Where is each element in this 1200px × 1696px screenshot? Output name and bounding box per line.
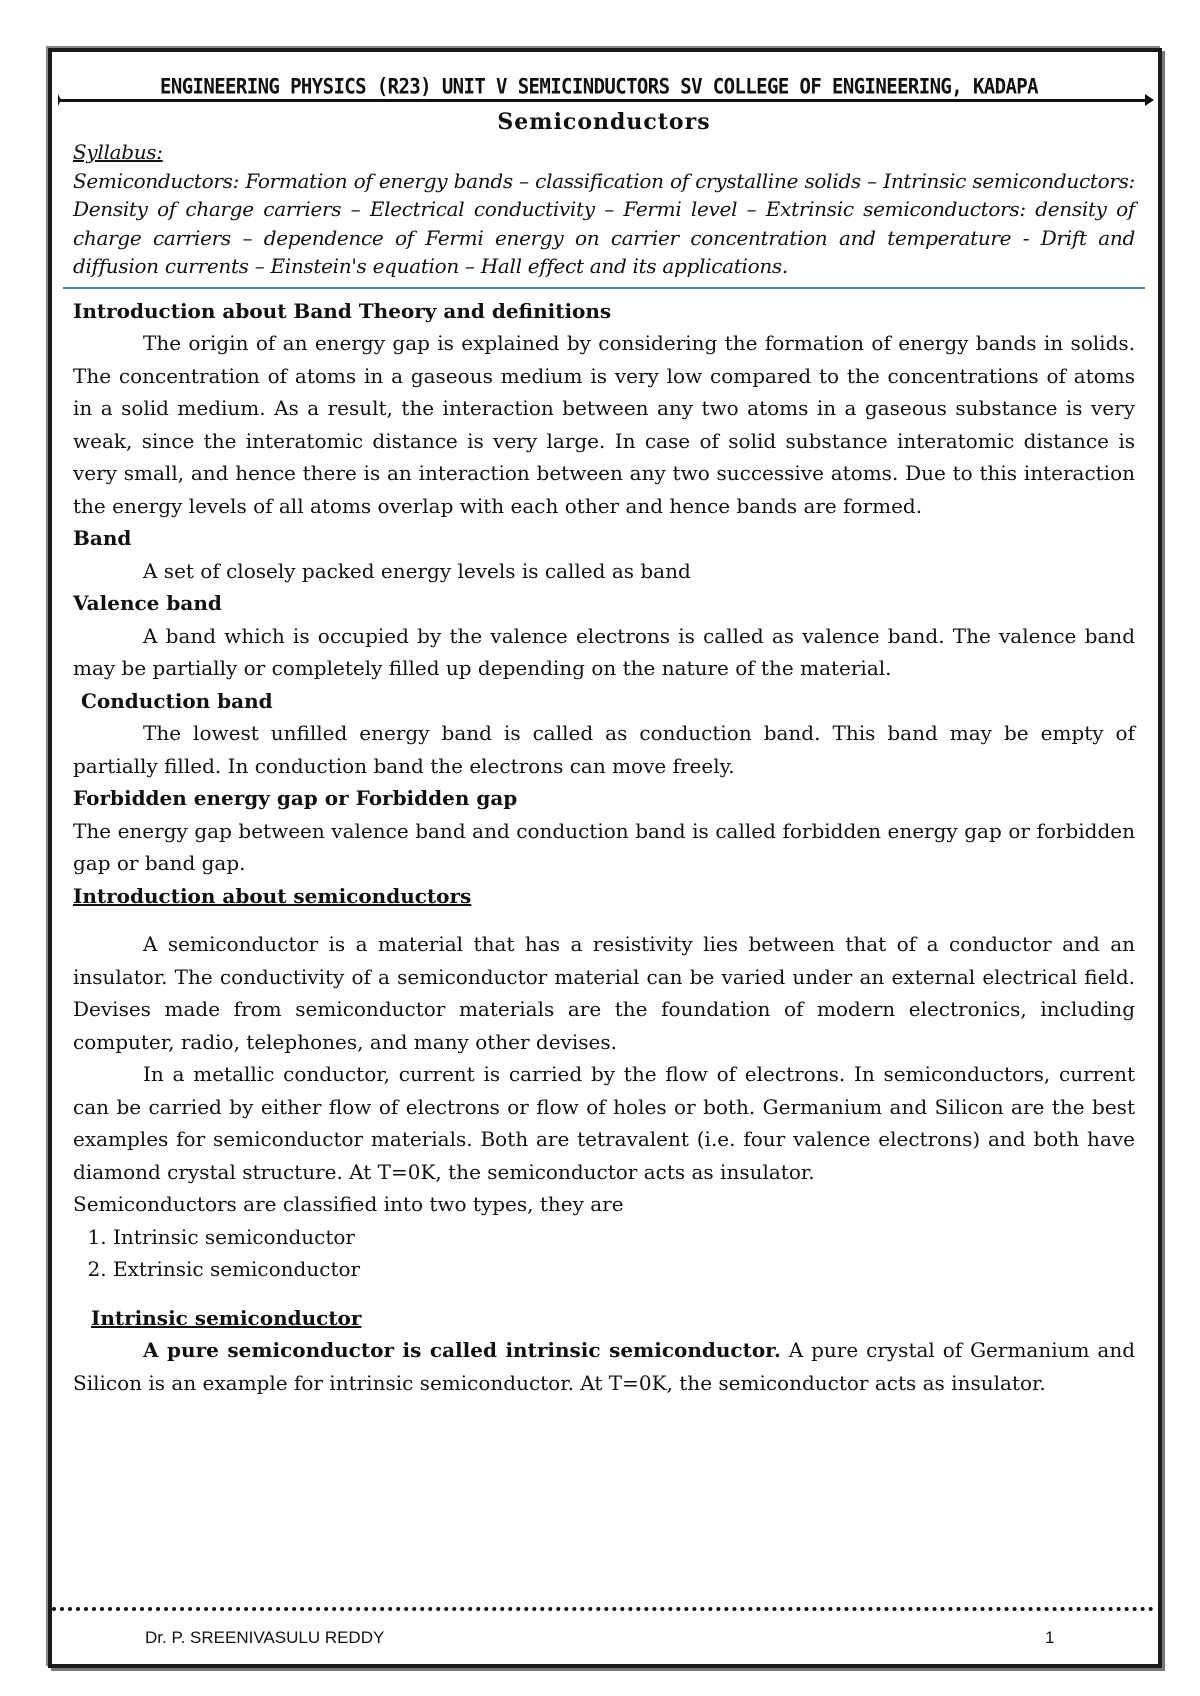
heading-valence-band: Valence band [73, 591, 222, 616]
header-rule [60, 99, 1146, 102]
heading-intro-semiconductors: Introduction about semiconductors [73, 883, 472, 908]
paragraph-forbidden-gap: The energy gap between valence band and conduction band is called forbidden energy gap or forbidden gap or band gap. [73, 818, 1135, 876]
section-divider [63, 287, 1145, 289]
list-item: 2. Extrinsic semiconductor [113, 1253, 1135, 1286]
heading-band-theory: Introduction about Band Theory and definitions [73, 298, 612, 323]
heading-band: Band [73, 526, 132, 551]
paragraph-band-theory: The origin of an energy gap is explained by considering the formation of energy bands in solids. The concentration of atoms in a gaseous medium is very low compared to the concentrations of atoms in a solid medium. As a result, the interaction between any two atoms in a gaseous substance is very weak, since the interatomic distance is very large. In case of solid substance interatomic distance is very small, and hence there is an interaction between any two successive atoms. Due to this interaction the energy levels of all atoms overlap with each other and hence bands are formed. [73, 331, 1135, 518]
heading-forbidden-gap: Forbidden energy gap or Forbidden gap [73, 786, 518, 811]
paragraph-intrinsic: A pure crystal of Germanium and Silicon is an example for intrinsic semiconductor. At T=0K, the semiconductor acts as insulator. [73, 1338, 1135, 1395]
paragraph-semiconductor-carriers: In a metallic conductor, current is carried by the flow of electrons. In semiconductors, current can be carried by either flow of electrons or flow of holes or both. Germanium and Silicon are the best examples for semiconductor materials. Both are tetravalent (i.e. four valence electrons) and both have diamond crystal structure. At T=0K, the semiconductor acts as insulator. [73, 1062, 1135, 1184]
syllabus-label: Syllabus: [73, 140, 163, 164]
paragraph-valence-band: A band which is occupied by the valence electrons is called as valence band. The valence band may be partially or completely filled up depending on the nature of the material. [73, 623, 1135, 681]
list-item: 1. Intrinsic semiconductor [113, 1221, 1135, 1254]
running-header: ENGINEERING PHYSICS (R23) UNIT V SEMICINDUCTORS SV COLLEGE OF ENGINEERING, KADAPA [160, 74, 1038, 100]
paragraph-conduction-band: The lowest unfilled energy band is called as conduction band. This band may be empty of partially filled. In conduction band the electrons can move freely. [73, 721, 1135, 778]
page-content [73, 106, 1135, 1399]
semiconductor-types-list [73, 1221, 1135, 1286]
syllabus-text: Semiconductors: Formation of energy bands – classification of crystalline solids – Intrinsic semiconductors: Density of charge carriers – Electrical conductivity – Fermi level – Extrinsic semiconductors: density of charge carriers – dependence of Fermi energy on carrier concentration and temperature - Drift and diffusion currents – Einstein's equation – Hall effect and its applications. [73, 168, 1135, 279]
paragraph-semiconductor-definition: A semiconductor is a material that has a resistivity lies between that of a conductor and an insulator. The conductivity of a semiconductor material can be varied under an external electrical field. Devises made from semiconductor materials are the foundation of modern electronics, including computer, radio, telephones, and many other devises. [73, 932, 1135, 1054]
heading-intrinsic: Intrinsic semiconductor [91, 1305, 362, 1330]
page-title: Semiconductors [497, 109, 711, 135]
footer-author: Dr. P. SREENIVASULU REDDY [145, 1628, 385, 1647]
heading-conduction-band: Conduction band [81, 688, 273, 713]
paragraph-types-intro: Semiconductors are classified into two types, they are [73, 1192, 624, 1217]
paragraph-band: A set of closely packed energy levels is called as band [143, 558, 691, 583]
intrinsic-definition: A pure semiconductor is called intrinsic semiconductor. [143, 1338, 781, 1363]
page-number: 1 [1045, 1628, 1055, 1647]
footer-rule [52, 1607, 1154, 1611]
